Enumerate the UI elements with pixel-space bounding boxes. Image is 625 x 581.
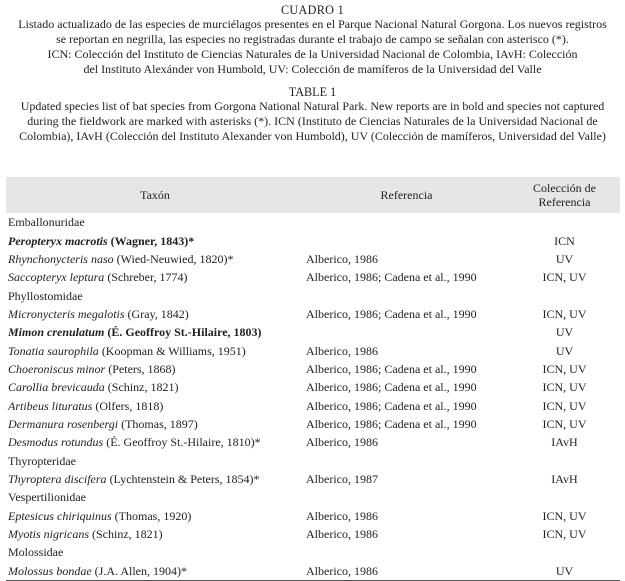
reference-cell: Alberico, 1986; Cadena et al., 1990 [306, 361, 477, 376]
reference-cell [304, 231, 509, 249]
collection-cell: ICN, UV [542, 416, 587, 431]
family-row [6, 286, 620, 304]
collection-cell: UV [509, 562, 620, 581]
table-row [6, 250, 620, 268]
species-name: Dermanura rosenbergi [8, 416, 119, 431]
empty-cell [509, 286, 620, 304]
caption-es-line: Listado actualizado de las especies de murciélagos presentes en el Parque Nacional Natural Gorgona. Los nuevos registros [18, 17, 607, 31]
collection-cell: IAvH [551, 435, 578, 450]
caption-es-line: ICN: Colección del Instituto de Ciencias Naturales de la Universidad Nacional de Colombia, IAvH: Colección [47, 47, 578, 61]
species-name: Choeroniscus minor [8, 361, 106, 376]
reference-cell: Alberico, 1986; Cadena et al., 1990 [306, 398, 477, 413]
table-body [6, 213, 620, 580]
collection-cell: UV [555, 251, 574, 266]
species-name: Desmodus rotundus [8, 435, 104, 450]
table-row [6, 415, 620, 433]
empty-cell [509, 451, 620, 469]
table-row [6, 323, 620, 341]
header-collection-line: Referencia [538, 195, 591, 209]
header-taxon: Taxón [6, 177, 304, 213]
species-author: (É. Geoffroy St.-Hilaire, 1810)* [103, 435, 261, 450]
reference-cell: Alberico, 1986 [306, 251, 378, 266]
species-author: (É. Geoffroy St.-Hilaire, 1803) [104, 325, 262, 340]
species-author: (Wagner, 1843)* [107, 233, 195, 248]
reference-cell: Alberico, 1986 [306, 343, 378, 358]
taxon-cell [6, 433, 304, 451]
family-name: Emballonuridae [8, 215, 85, 230]
collection-cell: ICN, UV [542, 270, 587, 285]
table-row [6, 396, 620, 414]
empty-cell [304, 213, 509, 231]
taxon-cell [6, 415, 304, 433]
taxon-cell [6, 341, 304, 359]
table-row [6, 470, 620, 488]
table-row [6, 268, 620, 286]
table-row [6, 433, 620, 451]
family-row [6, 488, 620, 506]
caption-es-text [0, 17, 625, 77]
caption-en-text [0, 99, 625, 144]
species-author: (Lychtenstein & Peters, 1854)* [106, 471, 260, 486]
table-figure [0, 3, 625, 578]
family-row [6, 451, 620, 469]
taxon-cell [6, 231, 304, 249]
species-author: (Olfers, 1818) [92, 398, 164, 413]
species-name: Mimon crenulatum [8, 325, 105, 340]
species-author: (Thomas, 1920) [111, 508, 192, 523]
species-author: (Schinz, 1821) [104, 380, 179, 395]
species-author: (Koopman & Williams, 1951) [98, 343, 246, 358]
family-name: Molossidae [8, 545, 64, 560]
species-author: (Gray, 1842) [124, 306, 189, 321]
caption-en-line: during the fieldwork are marked with asterisks (*). ICN (Instituto de Ciencias Naturales de la Universidad Nacional de [27, 114, 598, 128]
table-row [6, 525, 620, 543]
table-row [6, 231, 620, 249]
empty-cell [509, 213, 620, 231]
species-name: Myotis nigricans [8, 527, 89, 542]
reference-cell: Alberico, 1986; Cadena et al., 1990 [306, 380, 477, 395]
taxon-cell [6, 507, 304, 525]
collection-cell: ICN [554, 233, 575, 248]
caption-en-line: Updated species list of bat species from Gorgona National Natural Park. New reports are in bold and species not captured [20, 99, 605, 113]
table-row [6, 305, 620, 323]
taxon-cell [6, 250, 304, 268]
collection-cell: ICN, UV [542, 527, 587, 542]
taxon-cell [6, 562, 304, 581]
taxon-cell [6, 396, 304, 414]
table-row [6, 562, 620, 581]
species-name: Artibeus lituratus [8, 398, 93, 413]
header-collection [509, 177, 620, 213]
family-row [6, 213, 620, 231]
species-name: Molossus bondae [8, 563, 92, 578]
species-name: Saccopteryx leptura [8, 270, 105, 285]
caption-es-line: se reportan en negrilla, las especies no registradas durante el trabajo de campo se señalan con asterisco (*). [56, 32, 569, 46]
table-row [6, 341, 620, 359]
collection-cell: IAvH [551, 471, 578, 486]
collection-cell: ICN, UV [542, 306, 587, 321]
species-name: Peropteryx macrotis [8, 233, 108, 248]
reference-cell: Alberico, 1987 [306, 471, 378, 486]
species-name: Eptesicus chiriquinus [8, 508, 112, 523]
species-author: (Schreber, 1774) [104, 270, 188, 285]
species-author: (Wied-Neuwied, 1820)* [113, 251, 234, 266]
reference-cell: Alberico, 1986; Cadena et al., 1990 [306, 306, 477, 321]
taxon-cell [6, 268, 304, 286]
header-collection-line: Colección de [533, 181, 596, 195]
species-table [6, 177, 620, 581]
collection-cell: ICN, UV [542, 508, 587, 523]
empty-cell [304, 451, 509, 469]
collection-cell: ICN, UV [542, 361, 587, 376]
empty-cell [304, 286, 509, 304]
empty-cell [304, 488, 509, 506]
caption-es-title: CUADRO 1 [280, 3, 344, 17]
caption-es-line: del Instituto Alexánder von Humbold, UV: Colección de mamíferos de la Universidad del Valle [83, 62, 542, 76]
taxon-cell [6, 525, 304, 543]
species-name: Carollia brevicauda [8, 380, 105, 395]
species-author: (Thomas, 1897) [118, 416, 198, 431]
reference-cell [304, 323, 509, 341]
species-author: (Schinz, 1821) [89, 527, 163, 542]
table-row [6, 360, 620, 378]
family-name: Phyllostomidae [8, 288, 83, 303]
reference-cell: Alberico, 1986 [304, 562, 509, 581]
family-name: Vespertilionidae [8, 490, 86, 505]
empty-cell [509, 488, 620, 506]
species-author: (Peters, 1868) [105, 361, 176, 376]
taxon-cell [6, 378, 304, 396]
empty-cell [509, 543, 620, 561]
empty-cell [304, 543, 509, 561]
reference-cell: Alberico, 1986; Cadena et al., 1990 [306, 416, 477, 431]
family-name: Thyropteridae [8, 453, 76, 468]
table-header-row [6, 177, 620, 213]
caption-en-title: TABLE 1 [288, 85, 337, 99]
table-row [6, 507, 620, 525]
reference-cell: Alberico, 1986; Cadena et al., 1990 [306, 270, 477, 285]
species-author: (J.A. Allen, 1904)* [91, 563, 187, 578]
reference-cell: Alberico, 1986 [306, 435, 378, 450]
taxon-cell [6, 323, 304, 341]
species-name: Rhynchonycteris naso [8, 251, 114, 266]
caption-en-line: Colombia), IAvH (Colección del Instituto Alexander von Humbold), UV (Colección de mamíferos, Universidad del Valle) [19, 129, 606, 143]
collection-cell: UV [555, 325, 574, 340]
table-row [6, 378, 620, 396]
taxon-cell [6, 360, 304, 378]
reference-cell: Alberico, 1986 [306, 527, 378, 542]
header-reference: Referencia [304, 177, 509, 213]
taxon-cell [6, 470, 304, 488]
species-name: Thyroptera discifera [8, 471, 107, 486]
collection-cell: ICN, UV [542, 398, 587, 413]
family-row [6, 543, 620, 561]
taxon-cell [6, 305, 304, 323]
collection-cell: UV [555, 343, 574, 358]
collection-cell: ICN, UV [542, 380, 587, 395]
species-name: Micronycteris megalotis [8, 306, 125, 321]
species-name: Tonatia saurophila [8, 343, 99, 358]
reference-cell: Alberico, 1986 [306, 508, 378, 523]
